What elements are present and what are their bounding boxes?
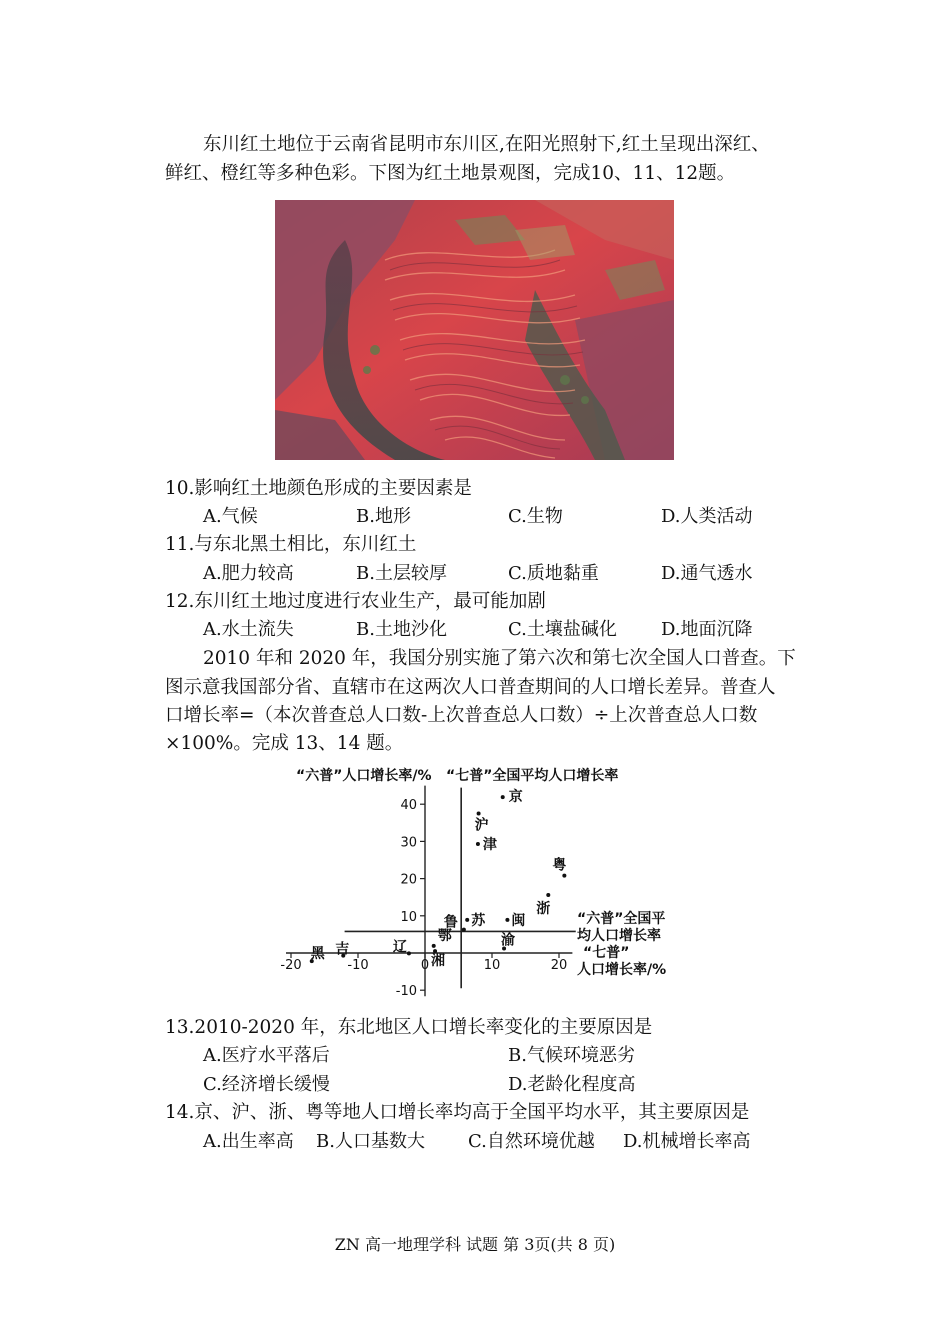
data-point-label: 粤 (552, 857, 567, 874)
q11-option-c: C.质地黏重 (508, 563, 599, 584)
intro-2-line-1: 2010 年和 2020 年，我国分别实施了第六次和第七次全国人口普查。下 (203, 648, 796, 669)
question-14-stem: 14.京、沪、浙、粤等地人口增长率均高于全国平均水平，其主要原因是 (165, 1102, 750, 1123)
q13-option-a: A.医疗水平落后 (203, 1045, 330, 1066)
data-point-津 (476, 842, 480, 846)
data-point-苏 (465, 918, 469, 922)
y-axis-label: “六普”人口增长率/% (296, 768, 432, 784)
x-tick-label: 20 (550, 958, 568, 973)
y-tick-label: 30 (400, 835, 417, 851)
intro-2-line-3: 口增长率=（本次普查总人口数-上次普查总人口数）÷上次普查总人口数 (165, 705, 758, 726)
x-tick-label: -20 (280, 958, 302, 973)
question-11-stem: 11.与东北黑土相比，东川红土 (165, 534, 417, 555)
q13-option-c: C.经济增长缓慢 (203, 1074, 330, 1095)
intro-2-line-2: 图示意我国部分省、直辖市在这两次人口普查期间的人口增长差异。普查人 (165, 677, 776, 698)
data-point-label: 京 (508, 789, 523, 806)
intro-2-line-4: ×100%。完成 13、14 题。 (165, 733, 404, 754)
data-point-label: 渝 (501, 932, 516, 949)
q14-option-a: A.出生率高 (203, 1131, 294, 1152)
y-tick-label: 10 (400, 909, 417, 925)
data-point-label: 吉 (335, 941, 350, 958)
q11-option-a: A.肥力较高 (203, 563, 294, 584)
data-point-粤 (562, 874, 566, 878)
x-tick-label: -10 (347, 958, 369, 973)
y-tick-label: -10 (395, 984, 417, 1000)
q12-option-d: D.地面沉降 (661, 619, 753, 640)
q13-option-d: D.老龄化程度高 (508, 1074, 636, 1095)
question-13-stem: 13.2010-2020 年，东北地区人口增长率变化的主要原因是 (165, 1017, 653, 1038)
data-point-label: 鲁 (443, 914, 458, 931)
x-axis-label-line-1: “七普” (583, 945, 630, 961)
q14-option-b: B.人口基数大 (316, 1131, 425, 1152)
red-land-landscape-photo (275, 200, 674, 460)
data-point-label: 湘 (431, 953, 446, 970)
data-point-label: 黑 (310, 946, 325, 963)
data-point-京 (501, 795, 505, 799)
page-footer: ZN 高一地理学科 试题 第 3页(共 8 页) (334, 1235, 616, 1254)
data-point-辽 (407, 951, 411, 955)
data-point-label: 浙 (536, 900, 551, 917)
population-growth-scatter-chart (0, 760, 950, 1005)
question-10-stem: 10.影响红土地颜色形成的主要因素是 (165, 478, 472, 499)
y-tick-label: 40 (400, 798, 417, 814)
q14-option-c: C.自然环境优越 (468, 1131, 595, 1152)
q12-option-b: B.土地沙化 (356, 619, 447, 640)
intro-1-line-2: 鲜红、橙红等多种色彩。下图为红土地景观图，完成10、11、12题。 (165, 163, 736, 184)
intro-1-line-1: 东川红土地位于云南省昆明市东川区,在阳光照射下,红土呈现出深红、 (203, 134, 770, 155)
y-tick-label: 20 (400, 872, 417, 888)
q10-option-c: C.生物 (508, 506, 563, 527)
x-tick-label: 10 (483, 958, 501, 973)
hline-label-line-2: 均人口增长率 (577, 928, 661, 944)
q10-option-a: A.气候 (203, 506, 258, 527)
data-point-label: 辽 (392, 939, 407, 956)
q10-option-b: B.地形 (356, 506, 411, 527)
data-point-浙 (546, 893, 550, 897)
data-point-label: 沪 (474, 817, 489, 834)
question-12-stem: 12.东川红土地过度进行农业生产，最可能加剧 (165, 591, 546, 612)
q11-option-b: B.土层较厚 (356, 563, 447, 584)
data-point-闽 (505, 918, 509, 922)
q11-option-d: D.通气透水 (661, 563, 753, 584)
data-point-label: 苏 (471, 912, 486, 929)
data-point-鲁 (462, 928, 466, 932)
q12-option-a: A.水土流失 (203, 619, 294, 640)
q14-option-d: D.机械增长率高 (623, 1131, 751, 1152)
q12-option-c: C.土壤盐碱化 (508, 619, 617, 640)
data-point-label: 津 (482, 837, 497, 854)
data-point-label: 闽 (511, 912, 526, 929)
q10-option-d: D.人类活动 (661, 506, 753, 527)
vline-label: “七普”全国平均人口增长率 (446, 768, 619, 784)
hline-label-line-1: “六普”全国平 (577, 911, 666, 927)
data-point-label: 鄂 (437, 927, 452, 944)
x-axis-label-line-2: 人口增长率/% (577, 962, 667, 978)
data-point-沪 (477, 812, 481, 816)
data-point-鄂 (432, 944, 436, 948)
q13-option-b: B.气候环境恶劣 (508, 1045, 635, 1066)
x-tick-label: 0 (420, 958, 430, 973)
